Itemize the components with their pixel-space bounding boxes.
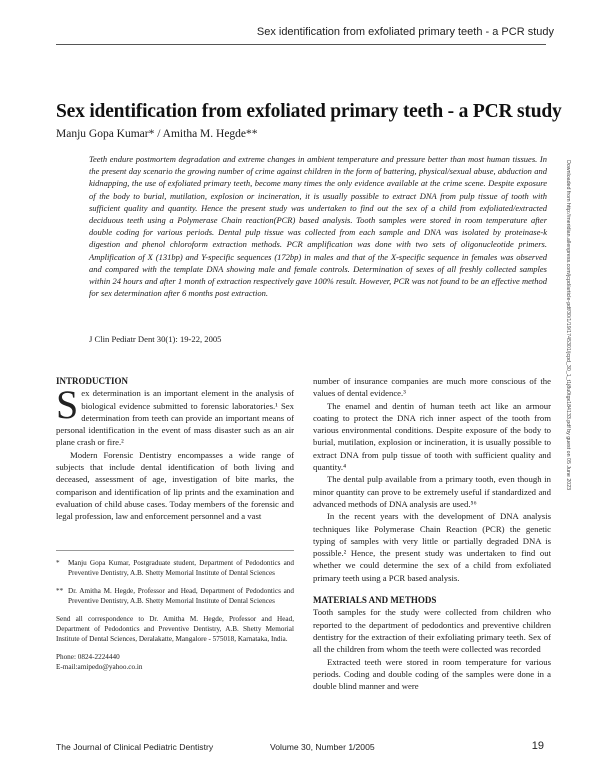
running-title: Sex identification from exfoliated primary teeth - a PCR study (256, 26, 554, 38)
footnote-author-2 (56, 586, 294, 606)
introduction-heading: INTRODUCTION (56, 376, 129, 386)
intro-paragraph-2: Modern Forensic Dentistry encompasses a wide range of subjects that include dental identification of both living and deceased, assessment of age, investigation of bite marks, the comparison and identification of lip prints and the examination and evaluation of child abuse cases. Today members of the forensic and legal profession, law and enforcement personnel and a vast (56, 449, 294, 522)
section-gap (313, 584, 551, 594)
paragraph-continued: number of insurance companies are much more conscious of the values of dental evidence.³ (313, 376, 551, 399)
contact-email: E-mail:amipedo@yahoo.co.in (56, 663, 143, 671)
citation: J Clin Pediatr Dent 30(1): 19-22, 2005 (89, 334, 222, 344)
page-number: 19 (531, 740, 544, 752)
article-title: Sex identification from exfoliated primary teeth - a PCR study (56, 101, 562, 122)
methods-heading: MATERIALS AND METHODS (313, 595, 437, 606)
correspondence-note: Send all correspondence to Dr. Amitha M. Hegde, Professor and Head, Department of Pedodontics and Preventive Dentistry, A.B. Shetty Memorial Institute of Dental Sciences, Deralakatte, Mangalore - 575018, Karnataka, India. (56, 615, 294, 643)
footer-volume: Volume 30, Number 1/2005 (270, 742, 375, 752)
paragraph-recent: In the recent years with the development of DNA analysis techniques like Polymerase Chain Reaction (PCR) the genetic typing of samples with very little or partially degraded DNA is possible.² Hence, the present study was undertaken to find out whether we could determine the sex of a child from exfoliated primary teeth using a PCR based analysis. (313, 511, 551, 583)
left-column (56, 375, 294, 523)
abstract: Teeth endure postmortem degradation and extreme changes in ambient temperature and pressure better than most human tissues. In the present day scenario the growing number of crime against children in the form of battering, physical/sexual abuse, abduction and kidnapping, the use of exfoliated primary teeth, become many times the only evidence available at the crime scene. Despite exposure of the body to burial, mutilation, explosion or incineration, it is usually possible to extract DNA from pulp tissue of tooth with sufficient quality and quantity. Hence the present study was undertaken to find out the sex of a child from exfoliated/extracted deciduous teeth using a Polymerase Chain reaction(PCR) based analysis. Tooth samples were stored in room temperature after double coding for various periods. Dental pulp tissue was collected from each sample and DNA was isolated by proteinase-k digestion and phenol chloroform extraction methods. PCR amplification was done with two sets of oligonucleotide primers. Amplification of X (131bp) and Y-specific sequences (172bp) in males and that of the X-specific sequence in females was observed and compared with the template DNA showing male and female controls. Determination of sexes of all freshly collected samples within 24 hours and after 1 month of extraction respectively gave 100% result. However, PCR was not found to be an effective method for sex determination after 6 months post extraction. (89, 154, 547, 299)
article-authors: Manju Gopa Kumar* / Amitha M. Hegde** (56, 128, 258, 140)
methods-paragraph-2: Extracted teeth were stored in room temperature for various periods. Coding and double coding of the samples were done in a double blind manner and were (313, 656, 551, 692)
footnote-marker: * (56, 559, 60, 567)
footnote-rule (56, 550, 294, 551)
header-rule (56, 44, 546, 45)
download-watermark: Downloaded from http://meridian.allenpress.com/jcpd/article-pdf/30/1/19/1745301/jcpd_30_1_t1j8u0tgx184133.pdf by guest on 05 June 2023 (565, 160, 571, 491)
intro-paragraph-1 (56, 382, 294, 448)
contact-phone: Phone: 0824-2224440 (56, 653, 120, 661)
intro-paragraph-1-text: ex determination is an important element in the analysis of biological evidence submitted to forensic laboratories.¹ Sex determination from teeth can provide an important means of personal identification in the event of mass disaster such as an air plane crash or fire.² (56, 388, 294, 448)
right-column (313, 375, 551, 692)
footnote-author-1 (56, 558, 294, 578)
footnote-marker: ** (56, 587, 64, 595)
footnote-text: Manju Gopa Kumar, Postgraduate student, Department of Pedodontics and Preventive Dentistry, A.B. Shetty Memorial Institute of Dental Sciences (68, 559, 294, 577)
methods-paragraph-1: Tooth samples for the study were collected from children who reported to the department of pedodontics and preventive children dentistry for the extraction of their exfoliating primary teeth. Sex of all the children from whom the teeth were collected was recorded (313, 607, 551, 655)
paragraph-pulp: The dental pulp available from a primary tooth, even though in minor quantity can prove to be extremely useful if standardized and advanced methods of DNA analysis are used.⁵⁶ (313, 474, 551, 509)
footer-journal: The Journal of Clinical Pediatric Dentistry (56, 742, 214, 752)
footnotes (56, 558, 294, 672)
footnote-text: Dr. Amitha M. Hegde, Professor and Head, Department of Pedodontics and Preventive Dentistry, A.B. Shetty Memorial Institute of Dental Sciences (68, 587, 294, 605)
drop-cap: S (56, 382, 79, 428)
paragraph-enamel: The enamel and dentin of human teeth act like an armour coating to protect the DNA rich inner aspect of the tooth from various environmental conditions. Despite exposure of the body to burial, mutilation, explosion or incineration, it is usually possible to extract DNA from pulp tissue of tooth with sufficient quality and quantity.⁴ (313, 400, 551, 473)
